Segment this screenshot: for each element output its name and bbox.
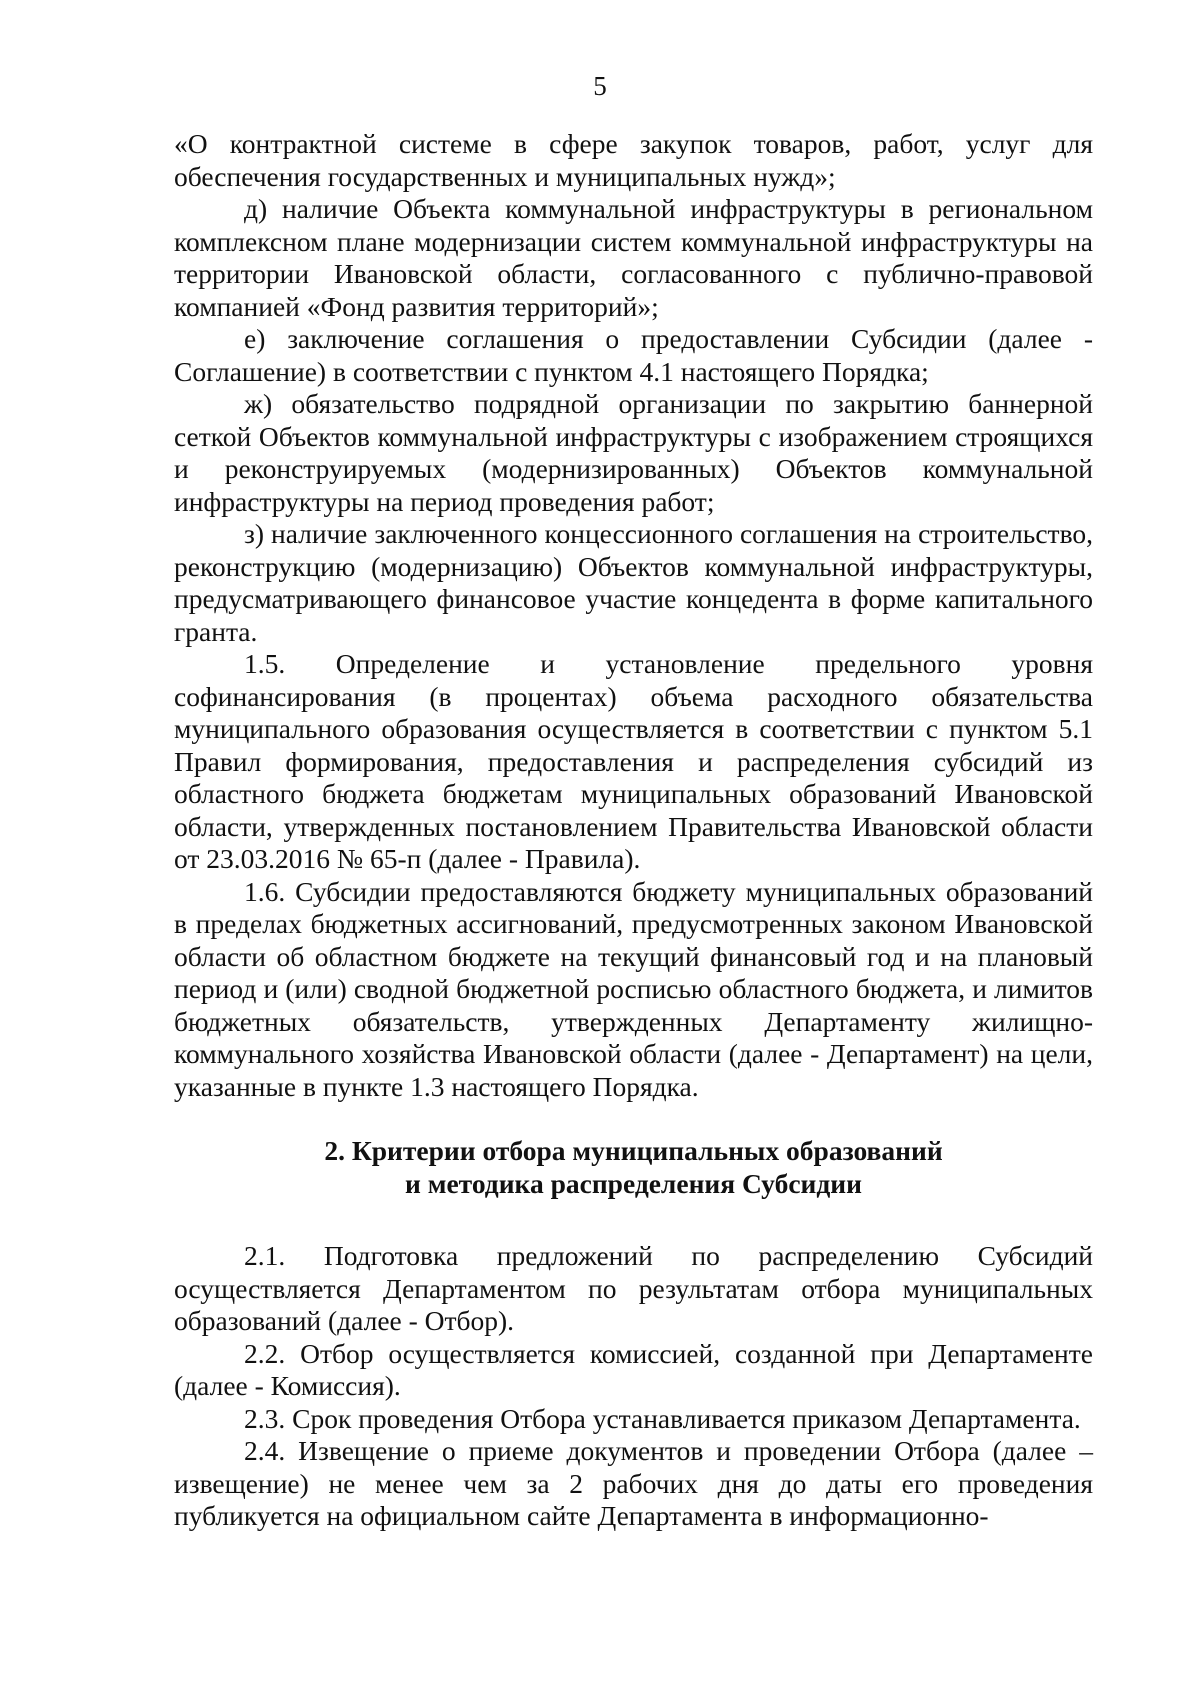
paragraph-item-d: д) наличие Объекта коммунальной инфраструктуры в региональном комплексном плане модернизации систем коммунальной инфраструктуры на территории Ивановской области, согласованного с публично-правовой компанией «Фонд развития территорий»; bbox=[174, 193, 1093, 322]
paragraph-2-2: 2.2. Отбор осуществляется комиссией, созданной при Департаменте (далее - Комиссия). bbox=[174, 1337, 1093, 1401]
paragraph-item-zh: ж) обязательство подрядной организации по закрытию баннерной сеткой Объектов коммунальной инфраструктуры с изображением строящихся и реконструируемых (модернизированных) Объектов коммунальной инфраструктуры на период проведения работ; bbox=[174, 388, 1093, 517]
paragraph-item-z: з) наличие заключенного концессионного соглашения на строительство, реконструкцию (модернизацию) Объектов коммунальной инфраструктуры, предусматривающего финансовое участие концедента в форме капитального гранта. bbox=[174, 518, 1093, 647]
page-number: 5 bbox=[593, 71, 607, 101]
paragraph-item-e: е) заключение соглашения о предоставлении Субсидии (далее - Соглашение) в соответствии с пунктом 4.1 настоящего Порядка; bbox=[174, 323, 1093, 387]
section-title-line-2: и методика распределения Субсидии bbox=[405, 1167, 862, 1199]
paragraph-law-title-continuation: «О контрактной системе в сфере закупок товаров, работ, услуг для обеспечения государственных и муниципальных нужд»; bbox=[174, 128, 1093, 192]
paragraph-1-6: 1.6. Субсидии предоставляются бюджету муниципальных образований в пределах бюджетных ассигнований, предусмотренных законом Ивановской области об областном бюджете на текущий финансовый год и на плановый период и (или) сводной бюджетной росписью областного бюджета, и лимитов бюджетных обязательств, утвержденных Департаменту жилищно-коммунального хозяйства Ивановской области (далее - Департамент) на цели, указанные в пункте 1.3 настоящего Порядка. bbox=[174, 875, 1093, 1102]
document-body bbox=[174, 128, 1093, 1533]
paragraph-2-4: 2.4. Извещение о приеме документов и проведении Отбора (далее – извещение) не менее чем за 2 рабочих дня до даты его проведения публикуется на официальном сайте Департамента в информационно- bbox=[174, 1435, 1093, 1531]
paragraph-2-3: 2.3. Срок проведения Отбора устанавливается приказом Департамента. bbox=[244, 1402, 1081, 1434]
paragraph-1-5: 1.5. Определение и установление предельного уровня софинансирования (в процентах) объема расходного обязательства муниципального образования осуществляется в соответствии с пунктом 5.1 Правил формирования, предоставления и распределения субсидий из областного бюджета бюджетам муниципальных образований Ивановской области, утвержденных постановлением Правительства Ивановской области от 23.03.2016 № 65-п (далее - Правила). bbox=[174, 648, 1093, 874]
section-2-heading bbox=[174, 1135, 1093, 1200]
paragraph-2-1: 2.1. Подготовка предложений по распределению Субсидий осуществляется Департаментом по результатам отбора муниципальных образований (далее - Отбор). bbox=[174, 1240, 1093, 1336]
section-title-line-1: 2. Критерии отбора муниципальных образований bbox=[324, 1135, 943, 1166]
